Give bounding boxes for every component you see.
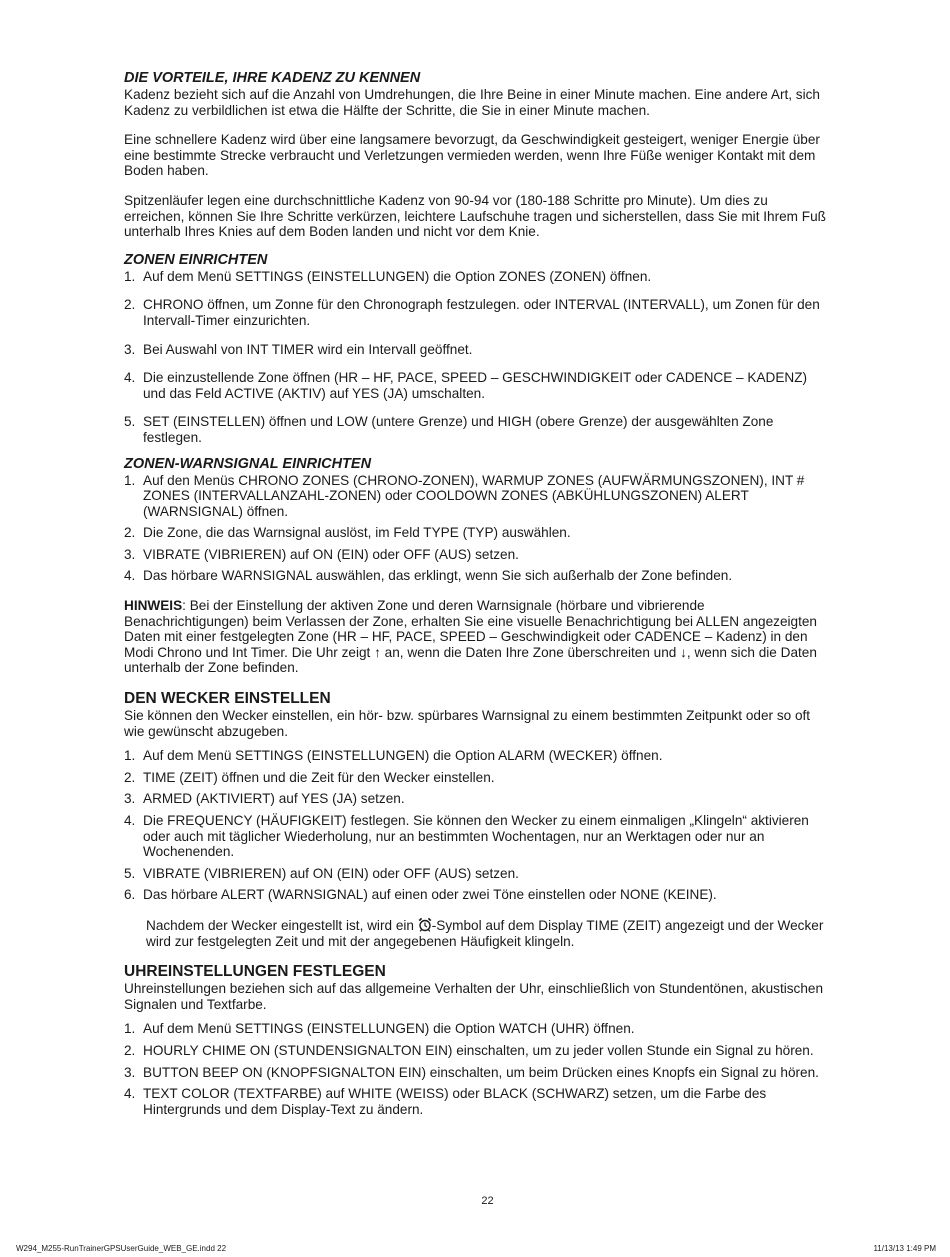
- list-item: 2. TIME (ZEIT) öffnen und die Zeit für den Wecker einstellen.: [124, 769, 495, 785]
- section-heading-uhr: UHREINSTELLUNGEN FESTLEGEN: [124, 963, 386, 981]
- note-label: HINWEIS: [124, 598, 183, 614]
- list-item: 3. VIBRATE (VIBRIEREN) auf ON (EIN) oder OFF (AUS) setzen.: [124, 546, 519, 562]
- list-item: 1. Auf dem Menü SETTINGS (EINSTELLUNGEN) die Option ZONES (ZONEN) öffnen.: [124, 268, 652, 284]
- list-item: 1. Auf den Menüs CHRONO ZONES (CHRONO-ZONEN), WARMUP ZONES (AUFWÄRMUNGSZONEN), INT # ZONES (INTERVALLANZAHL-ZONEN) oder COOLDOWN ZONES (ABKÜHLUNGSZONEN) ALERT (WARNSIGNAL) öffnen.: [124, 472, 805, 519]
- list-item: 1. Auf dem Menü SETTINGS (EINSTELLUNGEN) die Option WATCH (UHR) öffnen.: [124, 1021, 635, 1037]
- list-item: 4. Das hörbare WARNSIGNAL auswählen, das erklingt, wenn Sie sich außerhalb der Zone befinden.: [124, 568, 733, 584]
- note-paragraph: HINWEIS: Bei der Einstellung der aktiven Zone und deren Warnsignale (hörbare und vibrierende Benachrichtigungen) beim Verlassen der Zone, erhalten Sie eine visuelle Benachrichtigung bei ALLEN angezeigten Daten mit einer festgelegten Zone (HR – HF, PACE, SPEED – Geschwindigkeit oder CADENCE – Kadenz) in den Modi Chrono und Int Timer. Die Uhr zeigt ↑ an, wenn die Daten Ihre Zone überschreiten und ↓, wenn sich die Daten unterhalb der Zone befinden.: [124, 598, 817, 676]
- list-item: 4. Die FREQUENCY (HÄUFIGKEIT) festlegen. Sie können den Wecker zu einem einmaligen „Klingeln“ aktivieren oder auch mit täglicher Wiederholung, nur an bestimmten Wochentagen, nur an Werktagen oder nur an Wochenenden.: [124, 813, 809, 860]
- list-item: 4. Die einzustellende Zone öffnen (HR – HF, PACE, SPEED – GESCHWINDIGKEIT oder CADENCE – KADENZ) und das Feld ACTIVE (AKTIV) auf YES (JA) umschalten.: [124, 370, 808, 401]
- section-heading-warnsignal: ZONEN-WARNSIGNAL EINRICHTEN: [124, 455, 372, 472]
- list-item: 6. Das hörbare ALERT (WARNSIGNAL) auf einen oder zwei Töne einstellen oder NONE (KEINE).: [124, 887, 717, 903]
- uhr-list: [124, 1021, 830, 1117]
- list-item: 2. CHRONO öffnen, um Zonne für den Chronograph festzulegen. oder INTERVAL (INTERVALL), um Zonen für den Intervall-Timer einzurichten.: [124, 297, 820, 328]
- list-item: 2. HOURLY CHIME ON (STUNDENSIGNALTON EIN) einschalten, um zu jeder vollen Stunde ein Signal zu hören.: [124, 1042, 814, 1058]
- list-item: 3. BUTTON BEEP ON (KNOPFSIGNALTON EIN) einschalten, um beim Drücken eines Knopfs ein Signal zu hören.: [124, 1064, 819, 1080]
- alarm-clock-icon: [418, 917, 432, 932]
- footer-timestamp: 11/13/13 1:49 PM: [873, 1244, 936, 1253]
- zones-list: [124, 269, 830, 446]
- list-item: 2. Die Zone, die das Warnsignal auslöst, im Feld TYPE (TYP) auswählen.: [124, 525, 571, 541]
- paragraph: Sie können den Wecker einstellen, ein hör- bzw. spürbares Warnsignal zu einem bestimmten Zeitpunkt oder so oft wie gewünscht abzugeben.: [124, 708, 811, 739]
- section-heading-zonen: ZONEN EINRICHTEN: [124, 251, 268, 268]
- list-item: 5. SET (EINSTELLEN) öffnen und LOW (untere Grenze) und HIGH (obere Grenze) der ausgewählten Zone festlegen.: [124, 414, 774, 445]
- page-number: 22: [481, 1195, 494, 1207]
- paragraph: Eine schnellere Kadenz wird über eine langsamere bevorzugt, da Geschwindigkeit gesteigert, weniger Energie über eine bestimmte Strecke verbraucht und Verletzungen vermieden werden, wenn Ihre Füße weniger Kontakt mit dem Boden haben.: [124, 132, 820, 179]
- list-item: 4. TEXT COLOR (TEXTFARBE) auf WHITE (WEISS) oder BLACK (SCHWARZ) setzen, um die Farbe des Hintergrunds und dem Display-Text zu ändern.: [124, 1086, 767, 1117]
- paragraph: Spitzenläufer legen eine durchschnittliche Kadenz von 90-94 vor (180-188 Schritte pro Minute). Um dies zu erreichen, können Sie Ihre Schritte verkürzen, leichtere Laufschuhe tragen und sicherstellen, dass Sie mit Ihrem Fuß unterhalb Ihres Knies auf dem Boden landen und nicht vor dem Knie.: [124, 192, 826, 240]
- section-heading-kadenz: DIE VORTEILE, IHRE KADENZ ZU KENNEN: [124, 70, 421, 86]
- paragraph: Kadenz bezieht sich auf die Anzahl von Umdrehungen, die Ihre Beine in einer Minute machen. Eine andere Art, sich Kadenz zu verbildlichen ist etwa die Hälfte der Schritte, die Sie in einer Minute machen.: [124, 87, 820, 118]
- footer-filename: W294_M255-RunTrainerGPSUserGuide_WEB_GE.indd 22: [16, 1244, 227, 1253]
- paragraph: Nachdem der Wecker eingestellt ist, wird ein -Symbol auf dem Display TIME (ZEIT) angezeigt und der Wecker wird zur festgelegten Zeit und mit der angegebenen Häufigkeit klingeln.: [146, 917, 824, 949]
- document-page: [124, 70, 830, 1117]
- list-item: 3. Bei Auswahl von INT TIMER wird ein Intervall geöffnet.: [124, 341, 473, 357]
- list-item: 1. Auf dem Menü SETTINGS (EINSTELLUNGEN) die Option ALARM (WECKER) öffnen.: [124, 748, 663, 764]
- paragraph: Uhreinstellungen beziehen sich auf das allgemeine Verhalten der Uhr, einschließlich von Stundentönen, akustischen Signalen und Textfarbe.: [124, 981, 824, 1012]
- wecker-list: [124, 748, 830, 903]
- list-item: 5. VIBRATE (VIBRIEREN) auf ON (EIN) oder OFF (AUS) setzen.: [124, 865, 519, 881]
- warnsignal-list: [124, 473, 830, 585]
- list-item: 3. ARMED (AKTIVIERT) auf YES (JA) setzen.: [124, 791, 405, 807]
- section-heading-wecker: DEN WECKER EINSTELLEN: [124, 690, 331, 708]
